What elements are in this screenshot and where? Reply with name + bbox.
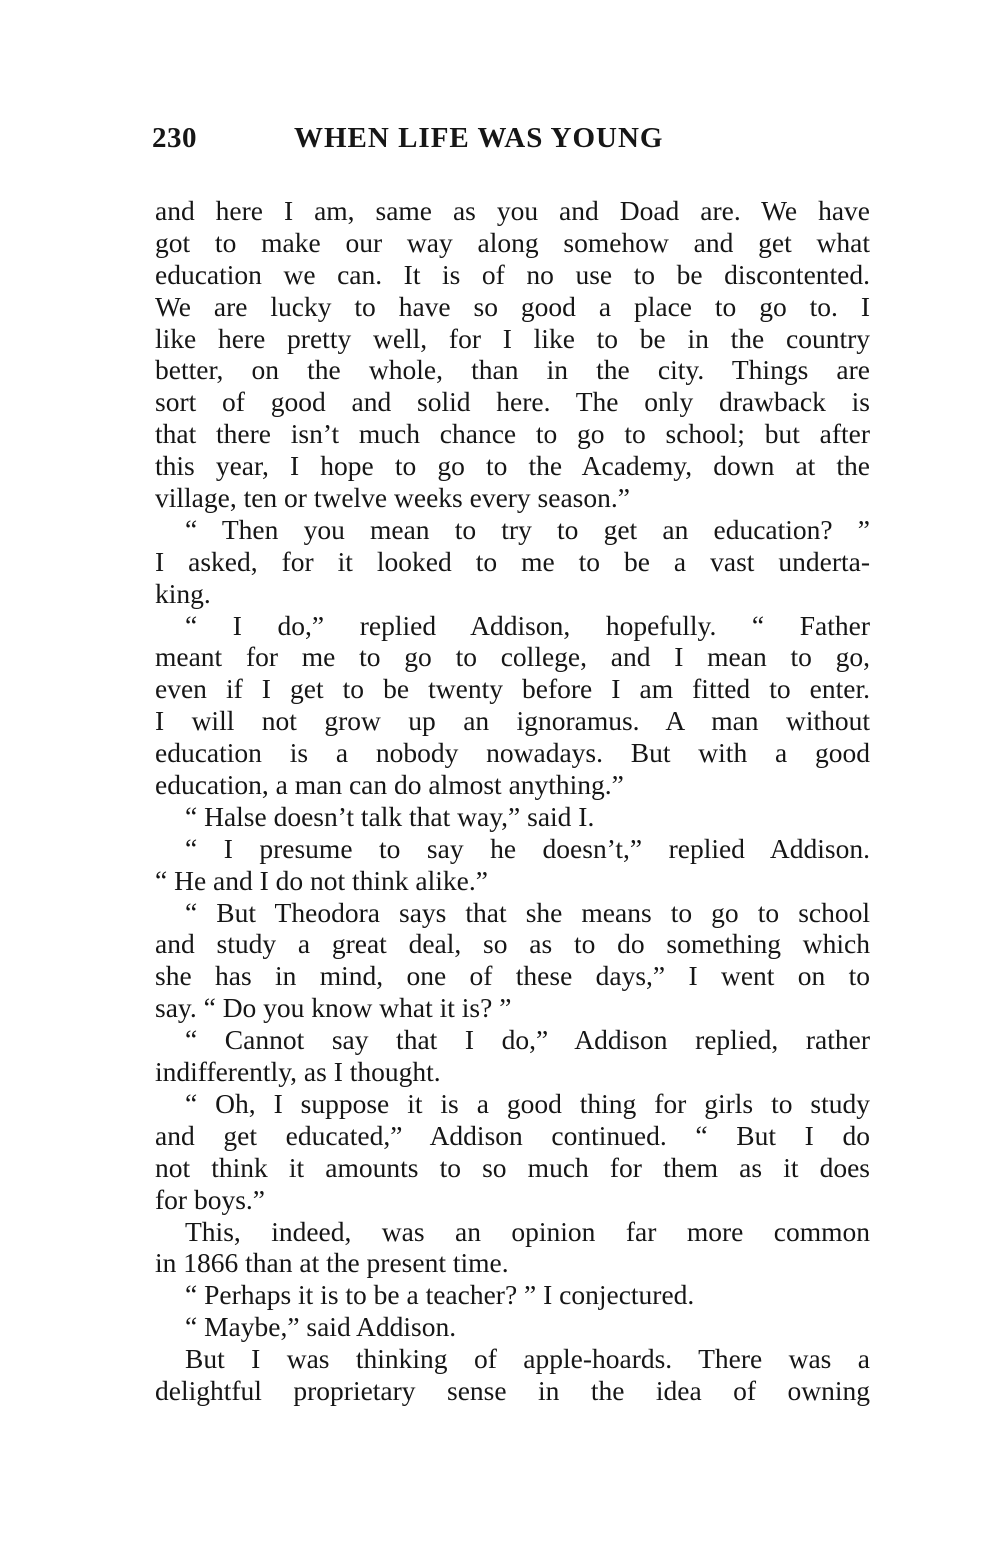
text-line: that there isn’t much chance to go to school; but after [155, 418, 870, 450]
text-line: “ I do,” replied Addison, hopefully. “ Father [185, 609, 870, 641]
text-line: got to make our way along somehow and get what [155, 226, 870, 258]
text-line: in 1866 than at the present time. [155, 1247, 509, 1279]
text-line: education is a nobody nowadays. But with a good [155, 737, 870, 769]
running-head [152, 122, 872, 158]
text-line: education, a man can do almost anything.” [155, 769, 624, 801]
text-line: and study a great deal, so as to do something which [155, 928, 870, 960]
text-line: This, indeed, was an opinion far more common [185, 1215, 870, 1247]
text-line: delightful proprietary sense in the idea of owning [155, 1374, 870, 1406]
text-line: I asked, for it looked to me to be a vast underta- [155, 545, 870, 577]
text-line: and get educated,” Addison continued. “ But I do [155, 1119, 870, 1151]
text-line: “ Perhaps it is to be a teacher? ” I conjectured. [185, 1279, 695, 1311]
text-line: not think it amounts to so much for them as it does [155, 1151, 870, 1183]
text-line: this year, I hope to go to the Academy, down at the [155, 450, 870, 482]
text-line: “ Cannot say that I do,” Addison replied, rather [185, 1024, 870, 1056]
page-number: 230 [152, 122, 197, 154]
text-line: king. [155, 577, 211, 609]
text-line: better, on the whole, than in the city. Things are [155, 354, 870, 386]
text-line: indifferently, as I thought. [155, 1056, 441, 1088]
text-line: “ Then you mean to try to get an education? ” [185, 513, 870, 545]
text-line: But I was thinking of apple-hoards. There was a [185, 1343, 870, 1375]
text-line: say. “ Do you know what it is? ” [155, 992, 512, 1024]
text-line: for boys.” [155, 1183, 265, 1215]
text-line: meant for me to go to college, and I mean to go, [155, 641, 870, 673]
text-line: “ Halse doesn’t talk that way,” said I. [185, 800, 595, 832]
text-line: even if I get to be twenty before I am fitted to enter. [155, 673, 870, 705]
text-line: “ Oh, I suppose it is a good thing for girls to study [185, 1087, 870, 1119]
text-line: “ Maybe,” said Addison. [185, 1311, 457, 1343]
text-line: education we can. It is of no use to be discontented. [155, 258, 870, 290]
text-line: We are lucky to have so good a place to go to. I [155, 290, 870, 322]
text-line: “ I presume to say he doesn’t,” replied Addison. [185, 832, 870, 864]
text-line: I will not grow up an ignoramus. A man without [155, 705, 870, 737]
text-line: village, ten or twelve weeks every season.” [155, 482, 630, 514]
body-text [155, 195, 870, 1407]
running-title: WHEN LIFE WAS YOUNG [294, 122, 664, 154]
text-line: and here I am, same as you and Doad are. We have [155, 195, 870, 226]
text-line: “ He and I do not think alike.” [155, 864, 488, 896]
text-line: like here pretty well, for I like to be in the country [155, 322, 870, 354]
text-line: “ But Theodora says that she means to go to school [185, 896, 870, 928]
text-line: she has in mind, one of these days,” I went on to [155, 960, 870, 992]
text-line: sort of good and solid here. The only drawback is [155, 386, 870, 418]
